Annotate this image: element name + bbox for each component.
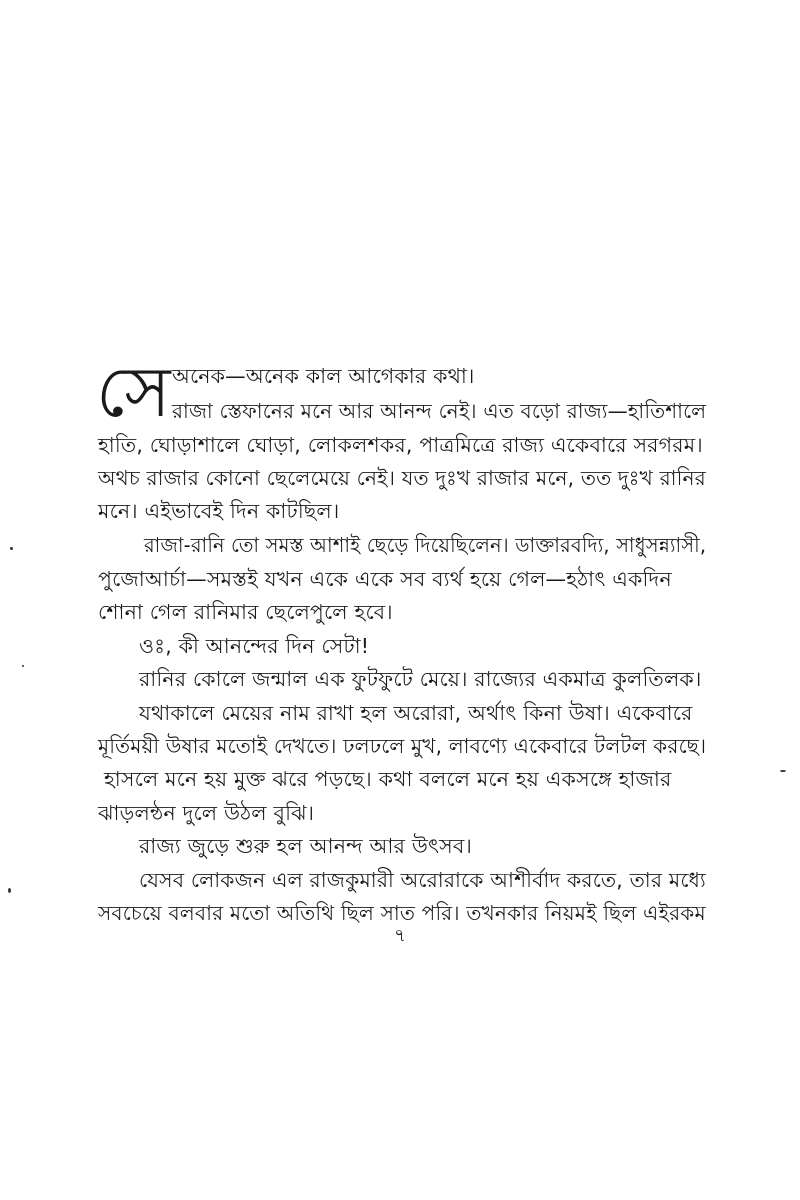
text-line-13: হাসলে মনে হয় মুক্ত ঝরে পড়ছে। কথা বললে মনে হয় একসঙ্গে হাজার [104,767,672,791]
text-line-12: মূর্তিময়ী উষার মতোই দেখতে। ঢলঢলে মুখ, লাবণ্যে একেবারে টলটল করছে। [98,734,707,758]
text-line-5: মনে। এইভাবেই দিন কাটছিল। [98,499,340,523]
drop-cap: সে [96,351,171,433]
text-line-4: অথচ রাজার কোনো ছেলেমেয়ে নেই। যত দুঃখ রাজার মনে, তত দুঃখ রানির [98,466,706,490]
scan-speck [8,888,11,893]
text-line-2: রাজা স্তেফানের মনে আর আনন্দ নেই। এত বড়ো রাজ্য—হাতিশালে [172,399,707,423]
text-line-17: সবচেয়ে বলবার মতো অতিথি ছিল সাত পরি। তখনকার নিয়মই ছিল এইরকম [98,901,706,925]
scan-speck [780,770,786,772]
text-line-7: পুজোআর্চা—সমস্তই যখন একে একে সব ব্যর্থ হয়ে গেল—হঠাৎ একদিন [98,567,672,591]
text-line-1: অনেক—অনেক কাল আগেকার কথা। [172,364,475,388]
text-line-6: রাজা-রানি তো সমস্ত আশাই ছেড়ে দিয়েছিলেন। ডাক্তারবদ্যি, সাধুসন্ন্যাসী, [144,533,707,557]
text-line-16: যেসব লোকজন এল রাজকুমারী অরোরাকে আশীর্বাদ করতে, তার মধ্যে [139,868,706,892]
text-line-15: রাজ্য জুড়ে শুরু হল আনন্দ আর উৎসব। [139,834,473,858]
scan-speck [22,665,24,667]
text-line-11: যথাকালে মেয়ের নাম রাখা হল অরোরা, অর্থাৎ কিনা উষা। একেবারে [139,701,693,725]
text-line-9: ওঃ, কী আনন্দের দিন সেটা! [139,634,370,658]
text-line-14: ঝাড়লন্ঠন দুলে উঠল বুঝি। [98,801,315,825]
page-number: ৭ [394,925,406,946]
text-line-3: হাতি, ঘোড়াশালে ঘোড়া, লোকলশকর, পাত্রমিত্রে রাজ্য একেবারে সরগরম। [98,433,703,457]
text-line-10: রানির কোলে জন্মাল এক ফুটফুটে মেয়ে। রাজ্যের একমাত্র কুলতিলক। [139,667,702,691]
text-line-8: শোনা গেল রানিমার ছেলেপুলে হবে। [98,600,393,624]
scan-speck [10,547,13,550]
